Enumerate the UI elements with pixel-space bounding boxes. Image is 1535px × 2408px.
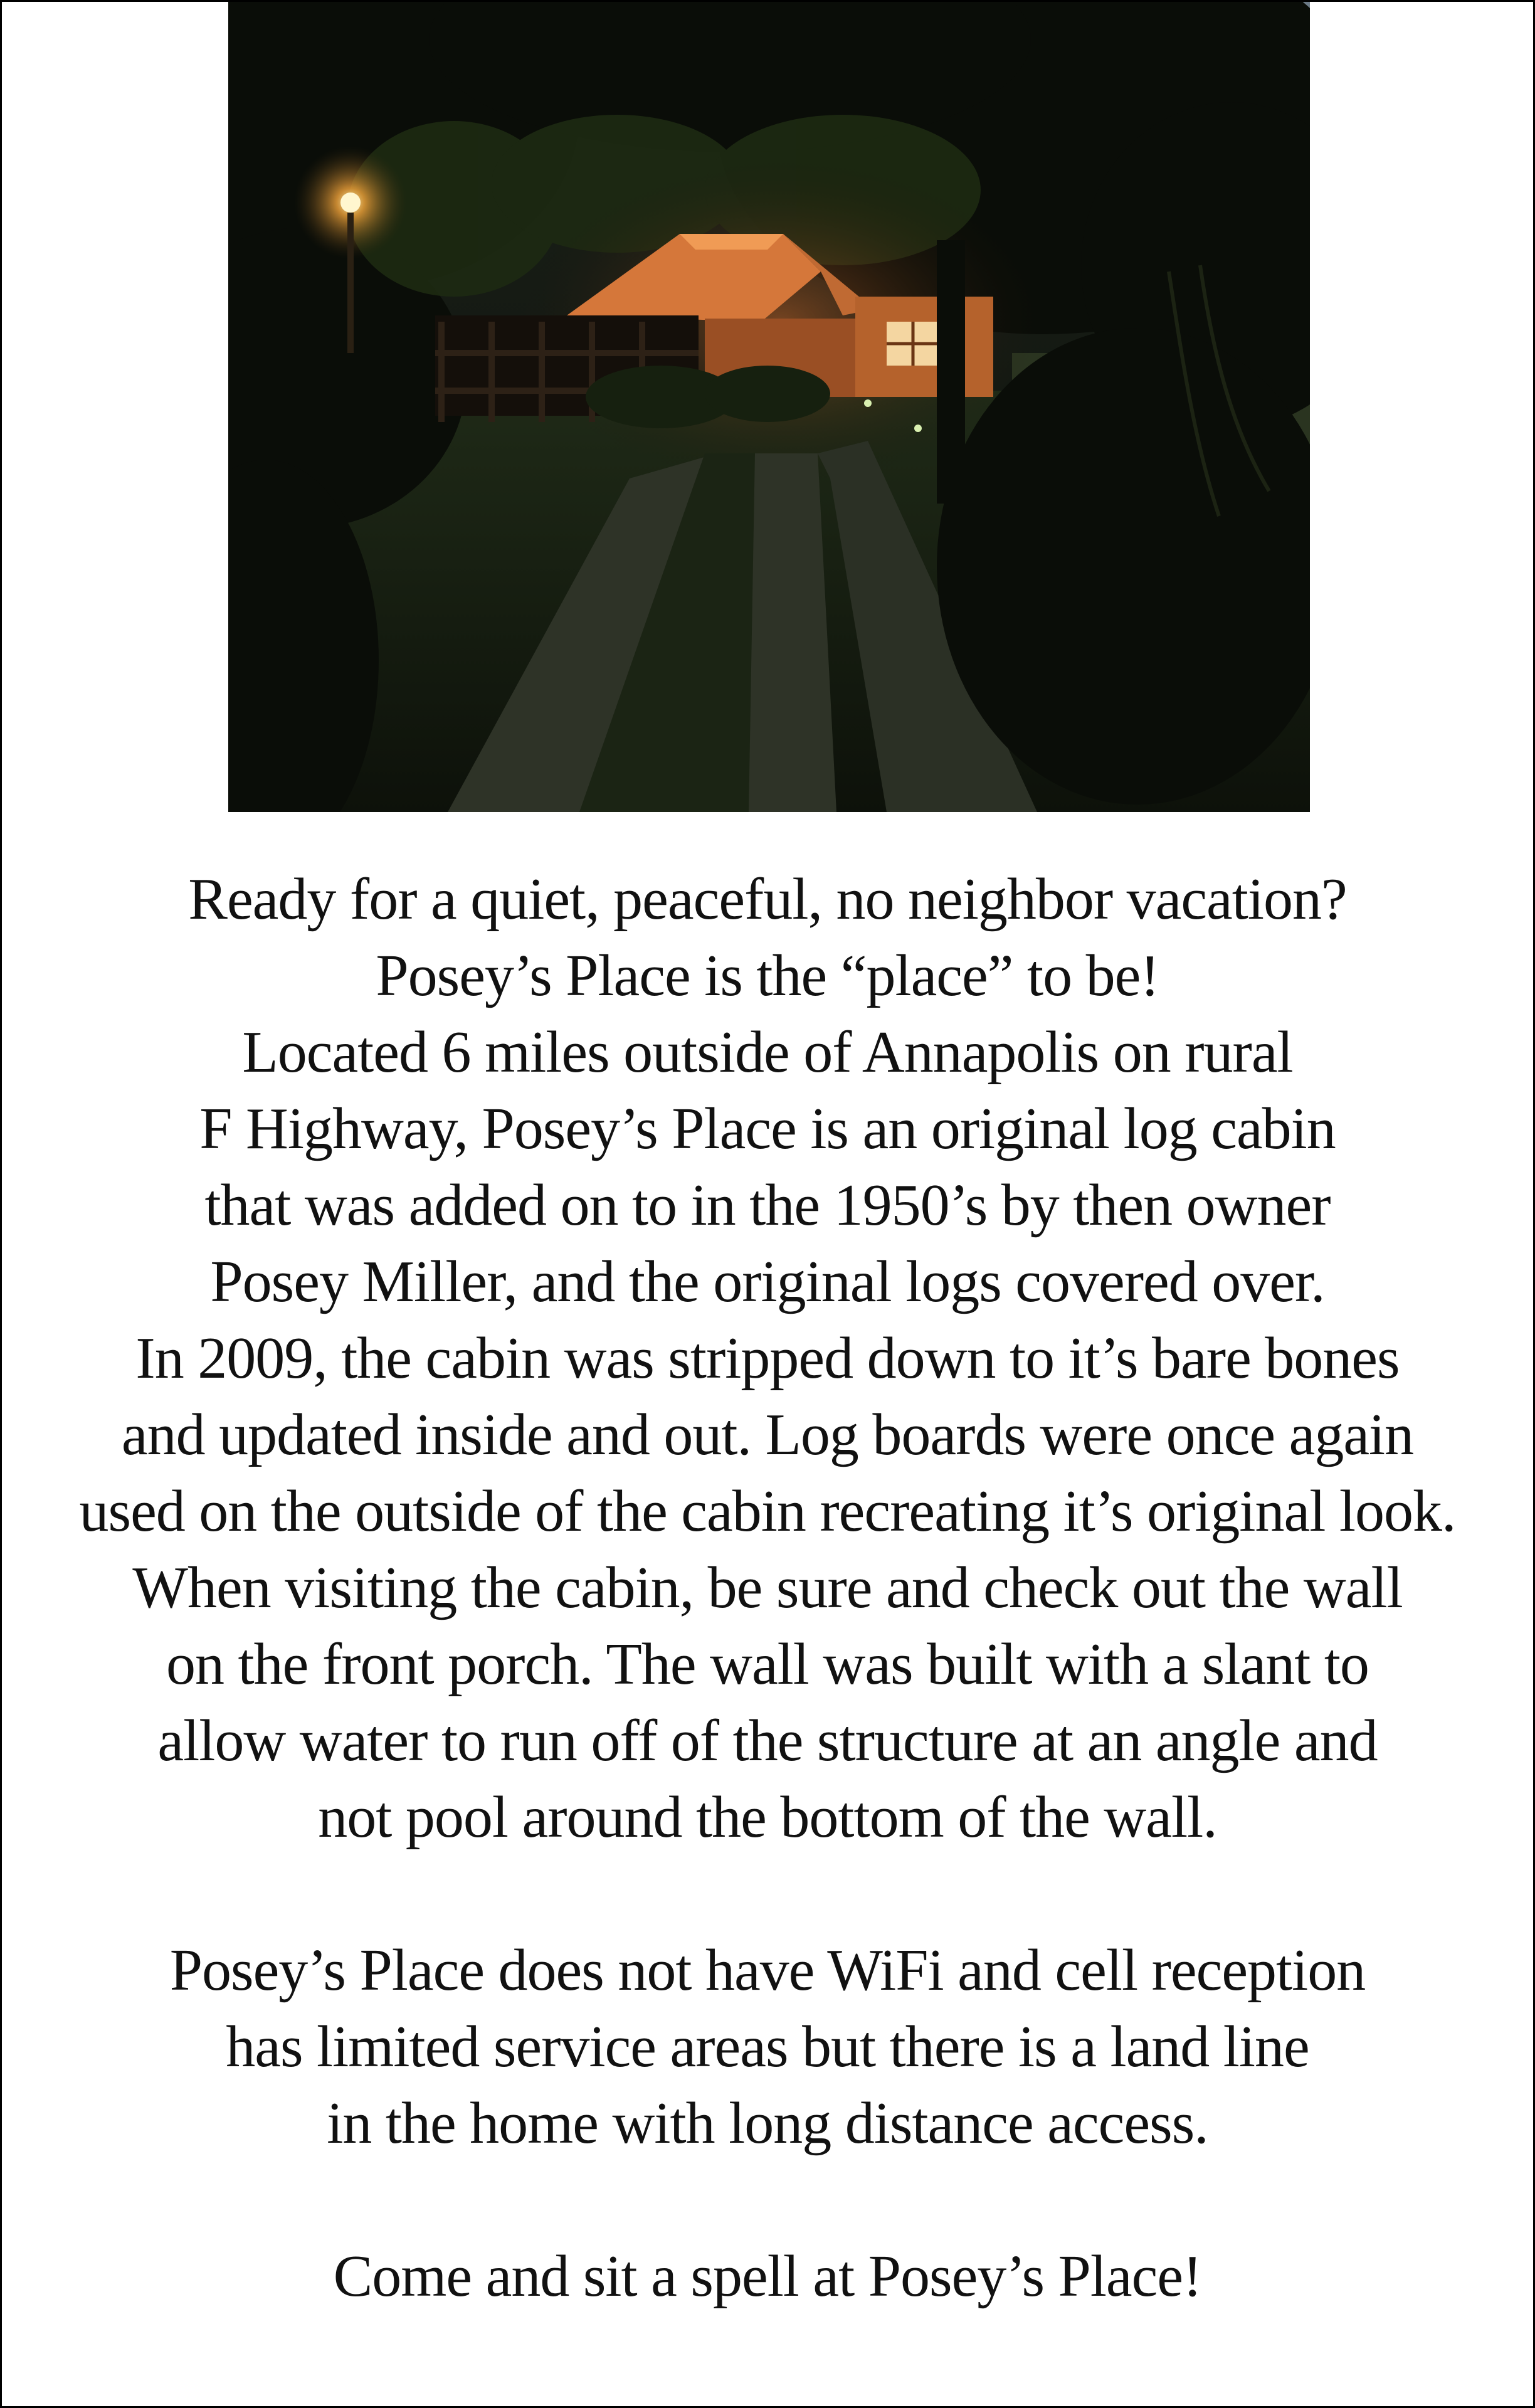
paragraph-spacer <box>2 2162 1533 2238</box>
text-line: When visiting the cabin, be sure and check out the wall <box>132 1555 1403 1620</box>
text-line: has limited service areas but there is a land line <box>226 2014 1309 2079</box>
text-line: Ready for a quiet, peaceful, no neighbor vacation? <box>188 867 1347 932</box>
description-text <box>2 861 1533 2315</box>
text-line: Posey’s Place is the “place” to be! <box>376 943 1159 1008</box>
closing-line: Come and sit a spell at Posey’s Place! <box>333 2244 1202 2309</box>
text-line: used on the outside of the cabin recreating it’s original look. <box>79 1479 1456 1544</box>
text-line: Posey’s Place does not have WiFi and cell reception <box>169 1938 1366 2003</box>
text-line: that was added on to in the 1950’s by then owner <box>204 1173 1331 1238</box>
text-line: in the home with long distance access. <box>327 2091 1208 2156</box>
text-line: not pool around the bottom of the wall. <box>318 1785 1217 1850</box>
cabin-at-dusk-photo <box>228 2 1310 812</box>
cabin-photo <box>228 2 1310 812</box>
paragraph-spacer <box>2 1856 1533 1932</box>
text-line: Located 6 miles outside of Annapolis on rural <box>242 1020 1293 1085</box>
text-line: Posey Miller, and the original logs covered over. <box>210 1249 1325 1314</box>
text-line: allow water to run off of the structure at an angle and <box>157 1708 1378 1773</box>
text-line: F Highway, Posey’s Place is an original log cabin <box>199 1096 1336 1161</box>
text-line: In 2009, the cabin was stripped down to it’s bare bones <box>135 1326 1400 1391</box>
text-line: and updated inside and out. Log boards were once again <box>121 1402 1414 1467</box>
text-line: on the front porch. The wall was built with a slant to <box>166 1632 1369 1697</box>
